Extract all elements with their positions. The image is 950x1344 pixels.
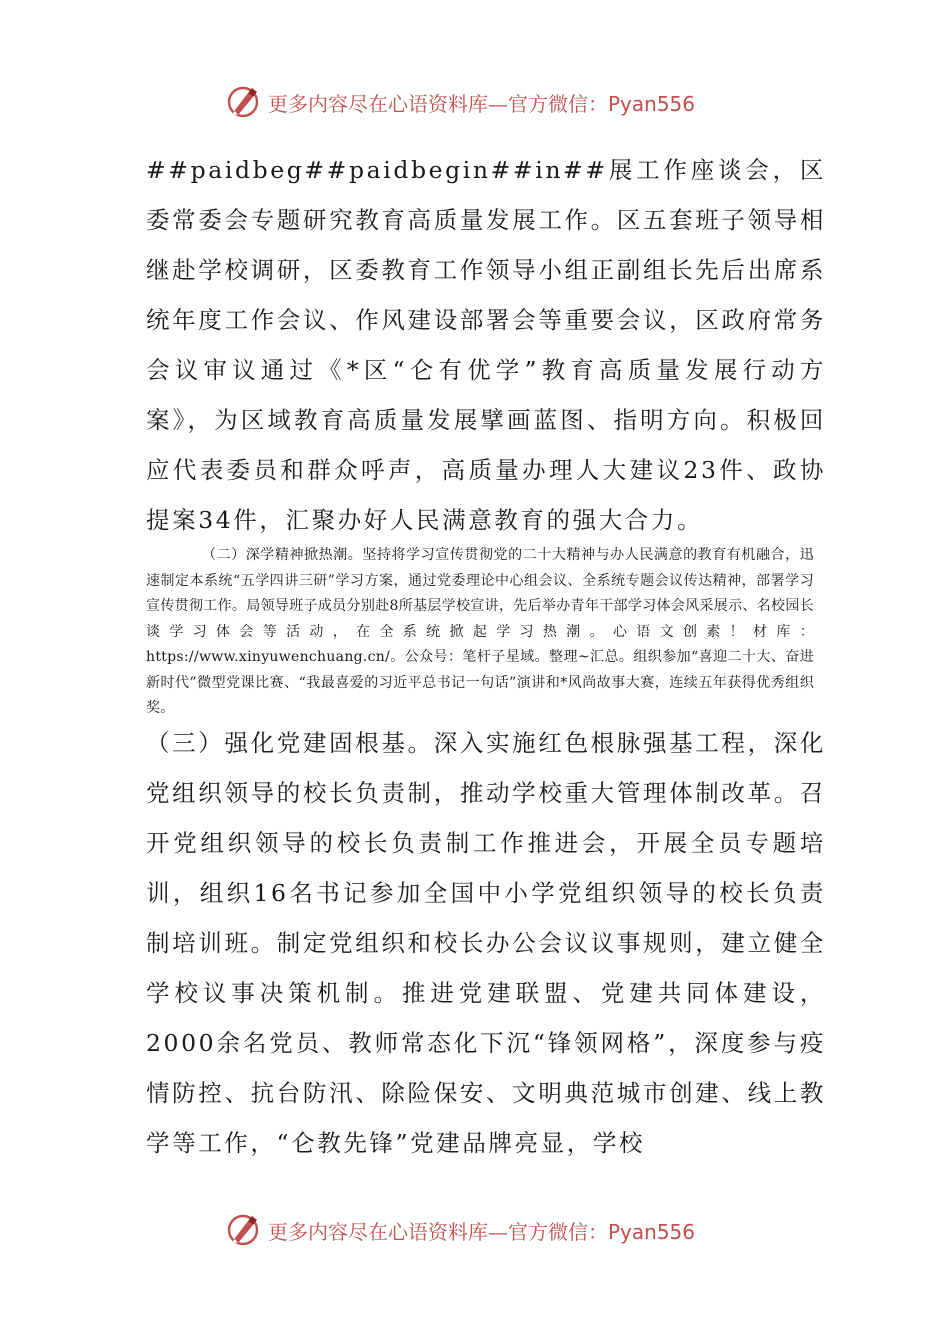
header-wechat-id: Pyan556 (608, 91, 696, 116)
footer-wechat-label: 官方微信： (508, 1219, 608, 1244)
header-brand: 更多内容尽在心语资料库 (268, 91, 488, 116)
footer-banner-text (268, 1216, 695, 1245)
pen-logo-icon (226, 84, 262, 120)
header-banner-text (268, 88, 695, 117)
body-paragraph-3: （三）强化党建固根基。深入实施红色根脉强基工程，深化党组织领导的校长负责制，推动学校重大管理体制改革。召开党组织领导的校长负责制工作推进会，开展全员专题培训，组织16名书记参加全国中小学党组织领导的校长负责制培训班。制定党组织和校长办公会议议事规则，建立健全学校议事决策机制。推进党建联盟、党建共同体建设，2000余名党员、教师常态化下沉“锋领网格”，深度参与疫情防控、抗台防汛、除险保安、文明典范城市创建、线上教学等工作，“仑教先锋”党建品牌亮显，学校 (146, 729, 826, 1157)
header-separator: — (488, 91, 508, 116)
footer-banner (226, 1210, 746, 1250)
body-paragraph-2: （二）深学精神掀热潮。坚持将学习宣传贯彻党的二十大精神与办人民满意的教育有机融合，迅速制定本系统“五学四讲三研”学习方案，通过党委理论中心组会议、全系统专题会议传达精神，部署学习宣传贯彻工作。局领导班子成员分别赴8所基层学校宣讲，先后举办青年干部学习体会风采展示、名校园长谈学习体会等活动，在全系统掀起学习热潮。心语文创素！材库：https://www.xinyuwenchuang.cn/。公众号：笔杆子星域。整理~汇总。组织参加“喜迎二十大、奋进新时代”微型党课比赛、“我最喜爱的习近平总书记一句话”演讲和*风尚故事大赛，连续五年获得优秀组织奖。 (146, 547, 814, 716)
footer-separator: — (488, 1219, 508, 1244)
body-paragraph-1: ##paidbeg##paidbegin##in##展工作座谈会，区委常委会专题研究教育高质量发展工作。区五套班子领导相继赴学校调研，区委教育工作领导小组正副组长先后出席系统年度工作会议、作风建设部署会等重要会议，区政府常务会议审议通过《*区“仑有优学”教育高质量发展行动方案》，为区域教育高质量发展擘画蓝图、指明方向。积极回应代表委员和群众呼声，高质量办理人大建议23件、政协提案34件，汇聚办好人民满意教育的强大合力。 (146, 156, 826, 534)
pen-logo-icon (226, 1212, 262, 1248)
footer-brand: 更多内容尽在心语资料库 (268, 1219, 488, 1244)
footer-wechat-id: Pyan556 (608, 1219, 696, 1244)
header-wechat-label: 官方微信： (508, 91, 608, 116)
header-banner (226, 82, 746, 122)
